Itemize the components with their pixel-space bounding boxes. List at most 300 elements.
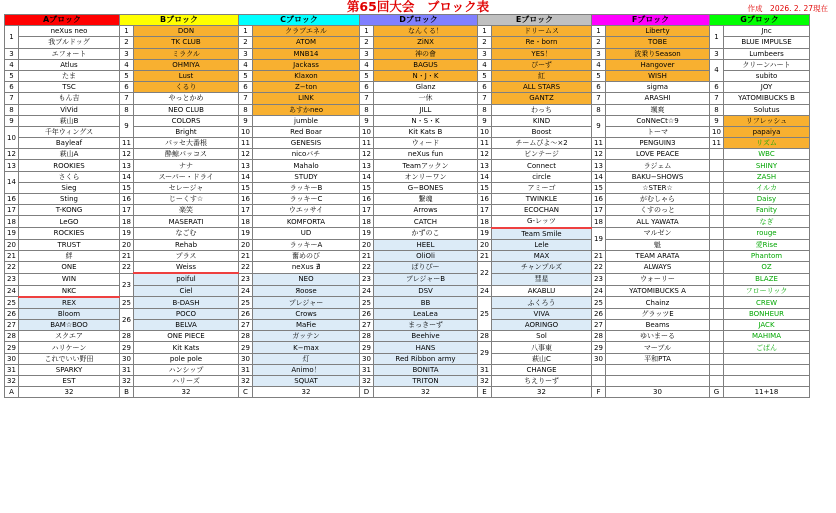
team-cell: ZiNX [374,37,478,48]
seed-number: 31 [360,364,374,375]
seed-number: 28 [239,331,253,342]
seed-number: 4 [478,59,492,70]
footer-block-label: A [5,387,19,398]
team-cell: Liberty [606,26,710,37]
seed-number: 19 [360,228,374,240]
footer-team-count: 32 [374,387,478,398]
team-cell: 灯 [253,353,360,364]
team-cell: Jackass [253,59,360,70]
team-cell: BLUE IMPULSE [724,37,810,48]
seed-number: 5 [592,70,606,81]
seed-number: 2 [592,37,606,48]
seed-number: 32 [478,376,492,387]
team-cell: Bayleaf [19,138,120,149]
seed-number [710,273,724,285]
team-cell: Phantom [724,250,810,261]
team-cell: 神の會 [374,48,478,59]
team-cell: ラッキーA [253,239,360,250]
team-cell: CATCH [374,216,478,228]
seed-number: 21 [120,250,134,261]
team-cell: OHMIYA [134,59,239,70]
team-cell: Яoose [253,285,360,297]
seed-number: 2 [120,37,134,48]
team-cell: circle [492,171,592,182]
team-cell: 波乗りSeason [606,48,710,59]
team-cell: 魁 [606,239,710,250]
team-cell: UD [253,228,360,240]
table-row [5,48,810,59]
seed-number [592,364,606,375]
seed-number [710,353,724,364]
team-cell: DON [134,26,239,37]
seed-number: 25 [360,297,374,309]
team-cell [724,353,810,364]
team-cell: Bloom [19,308,120,319]
team-cell [606,376,710,387]
team-cell: CoNNeCt☆9 [606,115,710,126]
team-cell [606,364,710,375]
seed-number: 4 [5,59,19,70]
team-cell: Teamアックン [374,160,478,171]
team-cell: ALL YAWATA [606,216,710,228]
footer-team-count: 32 [134,387,239,398]
seed-number: 14 [5,171,19,193]
team-cell: Sting [19,194,120,205]
table-row [5,104,810,115]
seed-number: 5 [360,70,374,81]
seed-number: 2 [360,37,374,48]
team-cell: まっきーず [374,320,478,331]
seed-number: 6 [710,82,724,93]
footer-team-count: 32 [492,387,592,398]
block-header-f: Fブロック [592,15,710,26]
seed-number: 8 [5,104,19,115]
seed-number: 11 [710,138,724,149]
team-cell: Daisy [724,194,810,205]
team-cell: STUDY [253,171,360,182]
seed-number: 22 [239,262,253,274]
team-cell: Beehive [374,331,478,342]
seed-number: 6 [478,82,492,93]
seed-number: 27 [360,320,374,331]
team-cell: ちえりーず [492,376,592,387]
seed-number: 6 [592,82,606,93]
team-cell: やっとかめ [134,93,239,104]
team-cell: MASERATI [134,216,239,228]
team-cell: CREW [724,297,810,309]
team-cell: リフレッシュ [724,115,810,126]
seed-number: 6 [120,82,134,93]
team-cell: MAHIMA [724,331,810,342]
seed-number: 3 [360,48,374,59]
team-cell: ONE PIECE [134,331,239,342]
team-cell: ナナ [134,160,239,171]
team-cell: neXus ∄ [253,262,360,274]
table-row [5,160,810,171]
seed-number: 31 [239,364,253,375]
team-cell: ブレジャーB [374,273,478,285]
team-cell: 彗星 [492,273,592,285]
team-cell: Connect [492,160,592,171]
team-cell: TRUST [19,239,120,250]
team-cell: Rehab [134,239,239,250]
team-cell: マーブル [606,342,710,353]
seed-number: 2 [478,37,492,48]
seed-number [710,376,724,387]
team-cell: Klaxon [253,70,360,81]
seed-number [710,250,724,261]
team-cell: N・J・K [374,70,478,81]
team-cell: PENGUIN3 [606,138,710,149]
seed-number: 22 [120,262,134,274]
seed-number: 19 [478,228,492,240]
seed-number: 31 [120,364,134,375]
team-cell: ラッキーB [253,182,360,193]
block-header-c: Cブロック [239,15,360,26]
seed-number: 13 [5,160,19,171]
team-cell: わっち [492,104,592,115]
team-cell: CHANGE [492,364,592,375]
footer-block-label: F [592,387,606,398]
team-cell: Hangover [606,59,710,70]
seed-number: 25 [120,297,134,309]
seed-number: 8 [360,104,374,115]
team-cell: NKC [19,285,120,297]
block-header-g: Gブロック [710,15,810,26]
seed-number: 20 [239,239,253,250]
seed-number: 10 [360,126,374,137]
team-cell: Lust [134,70,239,81]
seed-number: 9 [5,115,19,126]
seed-number: 5 [239,70,253,81]
team-cell: JACK [724,320,810,331]
team-cell: TEAM ARATA [606,250,710,261]
seed-number: 12 [360,149,374,160]
team-cell: Atlus [19,59,120,70]
seed-number: 28 [5,331,19,342]
team-cell: pole pole [134,353,239,364]
team-cell: 八事東 [492,342,592,353]
team-cell: BB [374,297,478,309]
seed-number: 5 [478,70,492,81]
seed-number: 11 [592,138,606,149]
team-cell: ラジェム [606,160,710,171]
seed-number: 18 [120,216,134,228]
team-cell: Fanity [724,205,810,216]
team-cell: 千年ウィングス [19,126,120,137]
seed-number: 12 [5,149,19,160]
seed-number [710,171,724,182]
team-cell: トーマ [606,126,710,137]
table-row [5,37,810,48]
team-cell: BONHEUR [724,308,810,319]
seed-number: 1 [120,26,134,37]
footer-row [5,387,810,398]
seed-number [710,308,724,319]
seed-number: 30 [239,353,253,364]
team-cell: ゆいまーる [606,331,710,342]
seed-number: 32 [239,376,253,387]
team-cell: Weiss [134,262,239,274]
seed-number: 16 [592,194,606,205]
seed-number: 26 [360,308,374,319]
table-row [5,26,810,37]
seed-number: 25 [239,297,253,309]
seed-number: 22 [5,262,19,274]
seed-number [592,376,606,387]
seed-number: 13 [360,160,374,171]
team-cell: JOY [724,82,810,93]
team-cell: Sieg [19,182,120,193]
table-row [5,149,810,160]
seed-number: 21 [360,250,374,261]
table-row [5,59,810,70]
team-cell: 我ブルドッグ [19,37,120,48]
seed-number: 26 [592,308,606,319]
team-cell: Sol [492,331,592,342]
seed-number: 11 [360,138,374,149]
team-cell: プレジャー [253,297,360,309]
team-cell: ミラクル [134,48,239,59]
team-cell [724,376,810,387]
seed-number: 29 [239,342,253,353]
team-cell: BAM☆BOO [19,320,120,331]
seed-number: 27 [5,320,19,331]
seed-number: 8 [710,104,724,115]
seed-number: 15 [592,182,606,193]
seed-number: 20 [5,239,19,250]
seed-number: 9 [120,115,134,137]
seed-number [710,216,724,228]
seed-number: 9 [239,115,253,126]
team-cell: 奮めのび [253,250,360,261]
table-row [5,93,810,104]
team-cell: BAGUS [374,59,478,70]
team-cell: Bright [134,126,239,137]
team-cell: WISH [606,70,710,81]
seed-number: 3 [592,48,606,59]
team-cell: neXus neo [19,26,120,37]
team-cell: なぎ [724,216,810,228]
team-cell: YATOMIBUCKS B [724,93,810,104]
table-row [5,82,810,93]
team-cell: GENESIS [253,138,360,149]
team-cell: 萩山A [19,149,120,160]
team-cell: Re・born [492,37,592,48]
team-cell: ドリームス [492,26,592,37]
seed-number: 14 [239,171,253,182]
team-cell: クリーンハート [724,59,810,70]
team-cell: Lumbeers [724,48,810,59]
seed-number: 13 [592,160,606,171]
seed-number: 20 [360,239,374,250]
seed-number: 7 [360,93,374,104]
seed-number: 16 [478,194,492,205]
team-cell: ARASHI [606,93,710,104]
seed-number: 23 [592,273,606,285]
seed-number: 15 [360,182,374,193]
team-cell: 颯爽 [606,104,710,115]
team-cell: Lele [492,239,592,250]
team-cell: ONE [19,262,120,274]
team-cell: nicoバチ [253,149,360,160]
seed-number: 23 [360,273,374,285]
team-cell: WIN [19,273,120,285]
seed-number: 8 [592,104,606,115]
table-row [5,297,810,309]
team-cell: ☆STER☆ [606,182,710,193]
team-cell: クラブエネル [253,26,360,37]
team-cell: スーパー・ドライ [134,171,239,182]
team-cell: MAX [492,250,592,261]
team-cell: リズム [724,138,810,149]
team-cell: Red Boar [253,126,360,137]
seed-number: 23 [239,273,253,285]
team-cell: Beams [606,320,710,331]
team-cell: Mahalo [253,160,360,171]
team-cell: パッセ大番根 [134,138,239,149]
seed-number: 17 [360,205,374,216]
seed-number: 10 [239,126,253,137]
table-row [5,376,810,387]
team-cell: LINK [253,93,360,104]
seed-number: 1 [360,26,374,37]
team-cell: ハリケーン [19,342,120,353]
team-cell: TK CLUB [134,37,239,48]
team-cell: VIVA [492,308,592,319]
team-cell: 一休 [374,93,478,104]
table-row [5,216,810,228]
seed-number: 27 [239,320,253,331]
seed-number: 12 [592,149,606,160]
seed-number: 6 [239,82,253,93]
seed-number: 16 [5,194,19,205]
seed-number: 1 [239,26,253,37]
seed-number: 16 [120,194,134,205]
team-cell: NEO [253,273,360,285]
seed-number: 22 [478,262,492,285]
team-cell: フローリック [724,285,810,297]
team-cell: あすかneo [253,104,360,115]
seed-number: 4 [120,59,134,70]
seed-number: 32 [360,376,374,387]
seed-number: 6 [360,82,374,93]
team-cell: Kit Kats B [374,126,478,137]
team-cell: ROCKIES [19,228,120,240]
team-cell: ROOKIES [19,160,120,171]
seed-number: 16 [239,194,253,205]
seed-number: 25 [5,297,19,309]
table-row [5,364,810,375]
seed-number [710,262,724,274]
seed-number: 21 [592,250,606,261]
seed-number: 14 [592,171,606,182]
seed-number [710,205,724,216]
page-title: 第65回大会 ブロック表 [346,0,490,14]
team-cell: REX [19,297,120,309]
seed-number: 11 [239,138,253,149]
team-cell: Z−ton [253,82,360,93]
seed-number: 26 [5,308,19,319]
team-cell: AORINGO [492,320,592,331]
team-cell: Red Ribbon army [374,353,478,364]
seed-number: 22 [360,262,374,274]
seed-number [710,149,724,160]
seed-number: 13 [478,160,492,171]
seed-number: 28 [478,331,492,342]
seed-number: 12 [120,149,134,160]
seed-number: 14 [360,171,374,182]
seed-number: 29 [360,342,374,353]
team-cell: ラッキーC [253,194,360,205]
team-cell: AKABLU [492,285,592,297]
table-row [5,308,810,319]
team-cell: ビンテージ [492,149,592,160]
table-row [5,138,810,149]
team-cell: OZ [724,262,810,274]
table-row [5,115,810,126]
team-cell: HEEL [374,239,478,250]
block-header-a: Aブロック [5,15,120,26]
team-cell: 紅 [492,70,592,81]
seed-number: 3 [478,48,492,59]
seed-number: 9 [360,115,374,126]
team-cell: マルゼン [606,228,710,240]
seed-number: 10 [478,126,492,137]
footer-block-label: B [120,387,134,398]
team-cell: ハリーズ [134,376,239,387]
seed-number: 10 [710,126,724,137]
team-cell: ウォーリー [606,273,710,285]
team-cell: かずのこ [374,228,478,240]
team-cell: がむしゃら [606,194,710,205]
table-row [5,228,810,240]
table-row [5,262,810,274]
seed-number: 10 [5,126,19,148]
team-cell: MaFie [253,320,360,331]
table-row [5,342,810,353]
seed-number: 16 [360,194,374,205]
team-cell: YES！ [492,48,592,59]
table-row [5,171,810,182]
footer-team-count: 32 [253,387,360,398]
seed-number: 23 [120,273,134,296]
team-cell: KOMFORTA [253,216,360,228]
seed-number: 4 [360,59,374,70]
seed-number [710,320,724,331]
seed-number: 30 [592,353,606,364]
seed-number: 11 [478,138,492,149]
seed-number: 25 [592,297,606,309]
seed-number: 20 [478,239,492,250]
team-cell: ぴーず [492,59,592,70]
seed-number: 28 [120,331,134,342]
team-cell: チャンプルズ [492,262,592,274]
team-cell: ハンシップ [134,364,239,375]
seed-number: 13 [239,160,253,171]
seed-number: 18 [239,216,253,228]
team-cell: プラス [134,250,239,261]
seed-number: 21 [478,250,492,261]
team-cell: poiful [134,273,239,285]
seed-number: 28 [360,331,374,342]
team-cell: rouge [724,228,810,240]
team-cell: neXus fun [374,149,478,160]
seed-number [710,342,724,353]
seed-number: 19 [120,228,134,240]
seed-number: 11 [120,138,134,149]
team-cell: OliOli [374,250,478,261]
